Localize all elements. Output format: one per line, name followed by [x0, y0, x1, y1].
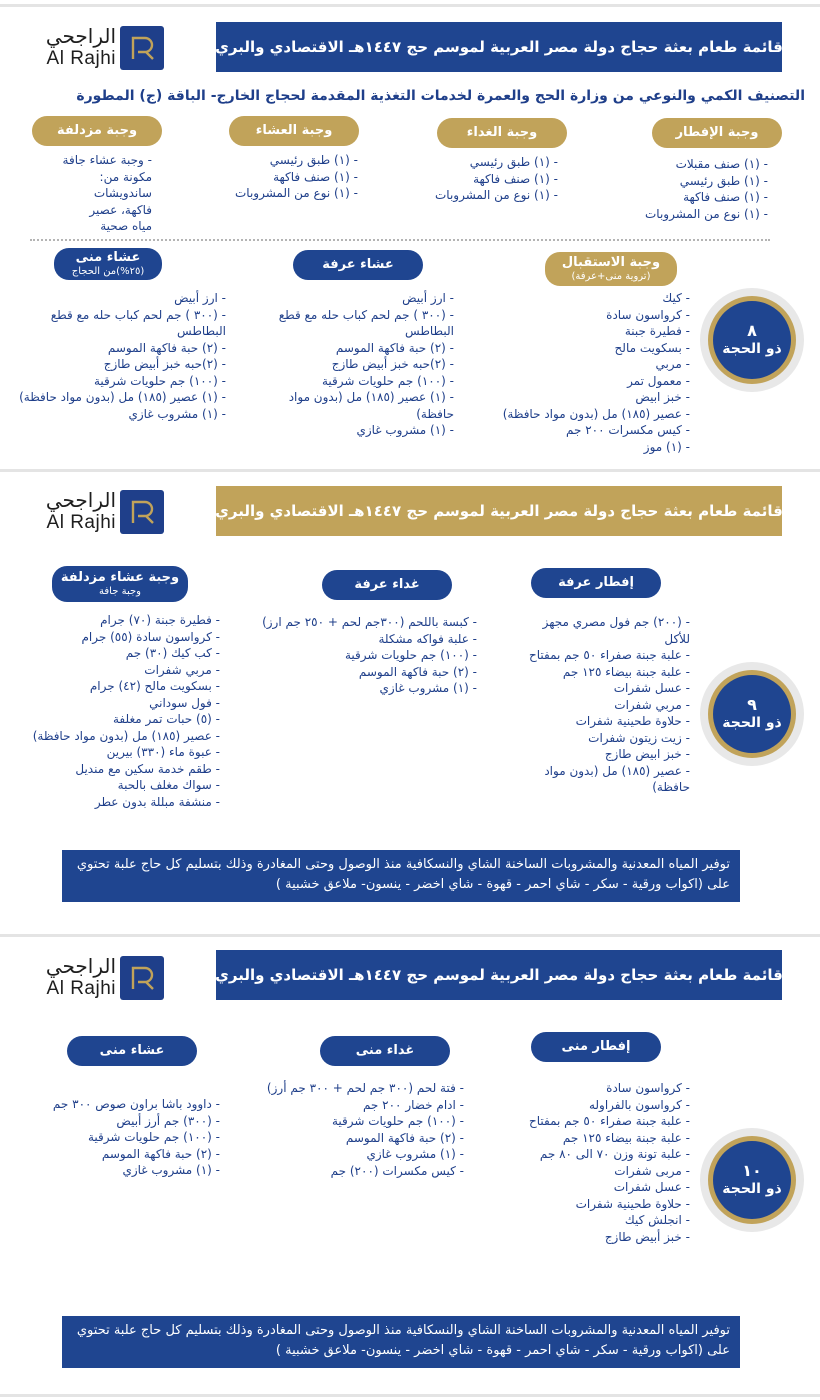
- meal-pill-mina-dinner-10: [67, 1036, 197, 1066]
- section1-title-bar: [216, 22, 782, 72]
- logo-english-text: Al Rajhi: [46, 512, 116, 533]
- meal-pill-label: عشاء منى: [99, 1042, 165, 1058]
- list-item: ساندويشات: [93, 186, 152, 200]
- list-item: - (٢٠٠) جم فول مصري مجهز للأكل: [538, 615, 690, 646]
- meal-pill-label: وجبة الإفطار: [675, 124, 759, 140]
- list-item: - (١) نوع من المشروبات: [434, 188, 558, 202]
- list-item: - (١٠٠) جم حلويات شرقية: [331, 1114, 464, 1128]
- list-item: - (١) طبق رئيسي: [269, 153, 358, 167]
- meal-pill-label: وجبة العشاء: [255, 122, 333, 138]
- list-item: - مربي: [655, 357, 690, 371]
- list-item: - (٢)حبه خبز أبيض طازج: [331, 357, 454, 371]
- meal-pill-dinner: [229, 116, 359, 146]
- meal-pill-arafah-lunch: [322, 570, 452, 600]
- list-item: - (١) صنف مقبلات: [675, 157, 768, 171]
- section2-beverages-note: توفير المياه المعدنية والمشروبات الساخنة الشاي والنسكافية منذ الوصول وحتى المغادرة وذلك بتسليم كل حاج علبة تحتوي على (اكواب ورقية - سكر - شاي احمر - قهوة - شاي اخضر - ينسون- ملاعق خشبية ): [62, 850, 740, 902]
- list-item: - كب كيك (٣٠) جم: [125, 646, 220, 660]
- meal-pill-lunch: [437, 118, 567, 148]
- list-item: - علبة جبنة صفراء ٥٠ جم بمفتاح: [528, 1114, 690, 1128]
- logo: [34, 24, 164, 72]
- meal-items-mina-lunch: [254, 1080, 464, 1179]
- list-item: - (٣٠٠ ) جم لحم كباب حله مع قطع البطاطس: [274, 307, 454, 338]
- meal-items-arafah-breakfast: [525, 614, 690, 796]
- meal-pill-label: غداء عرفة: [354, 576, 420, 592]
- list-item: - كيك: [662, 291, 690, 305]
- list-item: - (١) مشروب غازي: [122, 1163, 220, 1177]
- meal-pill-label: وجبة مزدلفة: [56, 122, 138, 138]
- list-item: فاكهة، عصير: [89, 202, 152, 217]
- list-item: - علبة جبنة بيضاء ١٢٥ جم: [562, 664, 690, 679]
- meal-pill-mina-lunch: [320, 1036, 450, 1066]
- day-9-badge: [700, 662, 804, 766]
- meal-items-muzdalifah-dinner: [10, 612, 220, 810]
- meal-items-lunch: [358, 154, 558, 204]
- list-item: - مربي شفرات: [144, 662, 220, 677]
- meal-items-arafah-lunch: [257, 614, 477, 697]
- list-item: - منشفة مبللة بدون عطر: [94, 794, 220, 809]
- list-item: - وجبة عشاء جافة: [62, 153, 152, 167]
- meal-pill-label: وجبة الغداء: [466, 124, 538, 140]
- list-item: - طقم خدمة سكين مع منديل: [75, 761, 220, 776]
- list-item: - (١) نوع من المشروبات: [644, 206, 768, 221]
- list-item: - خبز ابيض طازج: [604, 747, 690, 761]
- section-divider: [0, 934, 820, 937]
- list-item: - (١) صنف فاكهة: [273, 169, 358, 184]
- list-item: - كرواسون سادة: [606, 307, 690, 322]
- list-item: - فتة لحم (٣٠٠ جم لحم + ٣٠٠ جم أرز): [266, 1081, 464, 1095]
- list-item: - (١) مشروب غازي: [128, 406, 226, 421]
- meal-items-breakfast: [568, 156, 768, 222]
- dotted-separator: [30, 239, 770, 241]
- list-item: - علبة فواكه مشكلة: [378, 631, 477, 646]
- list-item: - كرواسون بالفراوله: [588, 1097, 690, 1112]
- list-item: - كيس مكسرات ٢٠٠ جم: [566, 423, 690, 437]
- logo-arabic-text: الراجحي: [45, 24, 116, 48]
- list-item: - انجلش كيك: [624, 1213, 690, 1227]
- meal-pill-sublabel: (٢٥%)من الحجاج: [71, 265, 145, 277]
- list-item: - علبة جبنة بيضاء ١٢٥ جم: [562, 1130, 690, 1145]
- meal-items-arafah-dinner: [264, 290, 454, 439]
- meal-pill-sublabel: (تروية منى+عرفة): [571, 270, 651, 282]
- list-item: - علبة جبنة صفراء ٥٠ جم بمفتاح: [528, 648, 690, 662]
- section2-title-bar: [216, 486, 782, 536]
- meal-pill-reception: [545, 252, 677, 286]
- meal-items-mina-dinner: [6, 290, 226, 422]
- list-item: - (١) مشروب غازي: [356, 423, 454, 437]
- meal-pill-label: غداء منى: [355, 1042, 415, 1058]
- list-item: - ارز أبيض: [174, 291, 226, 305]
- logo: [34, 488, 164, 536]
- meal-items-mina-breakfast: [490, 1080, 690, 1245]
- list-item: - (١٠٠) جم حلويات شرقية: [87, 1130, 220, 1144]
- list-item: مياه صحية: [100, 219, 152, 233]
- list-item: - (٢) حبة فاكهة الموسم: [335, 340, 454, 355]
- logo-arabic-text: الراجحي: [45, 954, 116, 978]
- logo-english-text: Al Rajhi: [46, 48, 116, 69]
- list-item: - عبوة ماء (٣٣٠) بيرين: [106, 745, 220, 759]
- list-item: - خبز أبيض طازج: [604, 1229, 690, 1244]
- list-item: - (٢) حبة فاكهة الموسم: [345, 1130, 464, 1145]
- logo-english-text: Al Rajhi: [46, 978, 116, 999]
- list-item: - مربى شفرات: [614, 1163, 690, 1178]
- list-item: - (٣٠٠ ) جم لحم كباب حله مع قطع البطاطس: [46, 307, 226, 338]
- list-item: - داوود باشا براون صوص ٣٠٠ جم: [52, 1097, 220, 1111]
- list-item: - فطيرة جبنة (٧٠) جرام: [100, 613, 220, 627]
- list-item: - (١) طبق رئيسي: [679, 173, 768, 188]
- meal-pill-mina-breakfast: [531, 1032, 661, 1062]
- meal-pill-arafah-dinner: [293, 250, 423, 280]
- day-8-badge: [700, 288, 804, 392]
- meal-pill-label: إفطار منى: [561, 1038, 631, 1054]
- day-label: ذو الحجة: [722, 1181, 782, 1197]
- list-item: - سواك مغلف بالحبة: [117, 778, 220, 792]
- section1-subtitle: التصنيف الكمي والنوعي من وزارة الحج والعمرة لخدمات التغذية المقدمة لحجاج الخارج- الباقة (ج) المطورة: [76, 88, 805, 104]
- list-item: - عصير (١٨٥) مل (بدون مواد حافظة): [540, 763, 690, 794]
- list-item: - عصير (١٨٥) مل (بدون مواد حافظة): [502, 406, 690, 421]
- list-item: - معمول تمر: [627, 373, 690, 388]
- list-item: - ارز أبيض: [402, 291, 454, 305]
- list-item: - علبة تونة وزن ٧٠ الى ٨٠ جم: [539, 1147, 690, 1161]
- list-item: - (٣٠٠) جم أرز أبيض: [116, 1113, 220, 1128]
- list-item: - (٢) حبة فاكهة الموسم: [101, 1146, 220, 1161]
- section1-title: قائمة طعام بعثة حجاج دولة مصر العربية لموسم حج ١٤٤٧هـ الاقتصادي والبري: [215, 38, 783, 56]
- list-item: - (٥) حبات تمر مغلفة: [113, 712, 220, 726]
- al-rajhi-mark-icon: [120, 490, 164, 534]
- bottom-divider: [0, 1394, 820, 1397]
- list-item: - حلاوة طحينية شفرات: [575, 714, 690, 728]
- list-item: - (٢) حبة فاكهة الموسم: [358, 664, 477, 679]
- list-item: - (٢)حبه خبز أبيض طازج: [103, 357, 226, 371]
- meal-pill-label: عشاء منى: [75, 249, 141, 265]
- list-item: - كرواسون سادة (٥٥) جرام: [81, 629, 220, 644]
- meal-pill-label: وجبة الاستقبال: [561, 254, 661, 270]
- list-item: - (١) موز: [643, 439, 690, 454]
- list-item: - (١) صنف فاكهة: [473, 171, 558, 186]
- logo-arabic-text: الراجحي: [45, 488, 116, 512]
- day-number: ٩: [747, 695, 757, 714]
- list-item: - (١) مشروب غازي: [379, 681, 477, 695]
- list-item: - عسل شفرات: [613, 1180, 690, 1194]
- list-item: - عسل شفرات: [613, 681, 690, 695]
- list-item: - ادام خضار ٢٠٠ جم: [362, 1097, 464, 1112]
- list-item: - (١٠٠) جم حلويات شرقية: [321, 373, 454, 388]
- list-item: - (١) نوع من المشروبات: [234, 186, 358, 200]
- section3-title: قائمة طعام بعثة حجاج دولة مصر العربية لموسم حج ١٤٤٧هـ الاقتصادي والبري: [215, 966, 783, 984]
- meal-pill-muzdalifah-dinner: [52, 566, 188, 602]
- meal-pill-mina-dinner: [54, 248, 162, 280]
- list-item: - بسكويت مالح: [614, 340, 690, 355]
- list-item: - (١) صنف فاكهة: [683, 190, 768, 204]
- list-item: - (٢) حبة فاكهة الموسم: [107, 340, 226, 355]
- meal-items-dinner: [158, 152, 358, 202]
- list-item: - فطيرة جبنة: [624, 324, 690, 338]
- list-item: - بسكويت مالح (٤٢) جرام: [89, 679, 220, 693]
- list-item: - زيت زيتون شفرات: [588, 730, 690, 745]
- list-item: - فول سوداني: [149, 695, 220, 710]
- list-item: - (١) مشروب غازي: [366, 1147, 464, 1161]
- meal-items-muzdalifah: [22, 152, 152, 235]
- meal-pill-label: عشاء عرفة: [322, 256, 394, 272]
- meal-items-reception: [490, 290, 690, 455]
- list-item: - (١) عصير (١٨٥) مل (بدون مواد حافظة): [19, 390, 226, 404]
- list-item: - كيس مكسرات (٢٠٠) جم: [330, 1163, 464, 1178]
- list-item: مكونة من:: [99, 169, 152, 184]
- list-item: - كرواسون سادة: [606, 1081, 690, 1095]
- list-item: - (١٠٠) جم حلويات شرقية: [344, 648, 477, 662]
- list-item: - عصير (١٨٥) مل (بدون مواد حافظة): [32, 728, 220, 743]
- list-item: - كبسة باللحم (٣٠٠جم لحم + ٢٥٠ جم ارز): [262, 615, 477, 629]
- logo: [34, 954, 164, 1002]
- section3-title-bar: [216, 950, 782, 1000]
- meal-pill-sublabel: وجبة جافة: [99, 585, 141, 597]
- day-label: ذو الحجة: [722, 715, 782, 731]
- al-rajhi-mark-icon: [120, 956, 164, 1000]
- list-item: - مربي شفرات: [614, 697, 690, 712]
- list-item: - (١) عصير (١٨٥) مل (بدون مواد حافظة): [284, 390, 454, 421]
- al-rajhi-mark-icon: [120, 26, 164, 70]
- meal-pill-arafah-breakfast: [531, 568, 661, 598]
- list-item: - (١) طبق رئيسي: [469, 155, 558, 169]
- list-item: - خبز ابيض: [635, 390, 690, 404]
- meal-pill-label: إفطار عرفة: [558, 574, 634, 590]
- meal-items-mina-dinner-10: [10, 1096, 220, 1179]
- section3-beverages-note: توفير المياه المعدنية والمشروبات الساخنة الشاي والنسكافية منذ الوصول وحتى المغادرة وذلك بتسليم كل حاج علبة تحتوي على (اكواب ورقية - سكر - شاي احمر - قهوة - شاي اخضر - ينسون- ملاعق خشبية ): [62, 1316, 740, 1368]
- meal-pill-breakfast: [652, 118, 782, 148]
- top-divider: [0, 4, 820, 7]
- section2-title: قائمة طعام بعثة حجاج دولة مصر العربية لموسم حج ١٤٤٧هـ الاقتصادي والبري: [215, 502, 783, 520]
- list-item: - (١٠٠) جم حلويات شرقية: [93, 373, 226, 388]
- day-number: ١٠: [742, 1161, 762, 1180]
- meal-pill-label: وجبة عشاء مزدلفة: [60, 569, 180, 585]
- meal-pill-muzdalifah: [32, 116, 162, 146]
- day-number: ٨: [747, 321, 757, 340]
- list-item: - حلاوة طحينية شفرات: [575, 1196, 690, 1211]
- day-label: ذو الحجة: [722, 341, 782, 357]
- section-divider: [0, 469, 820, 472]
- day-10-badge: [700, 1128, 804, 1232]
